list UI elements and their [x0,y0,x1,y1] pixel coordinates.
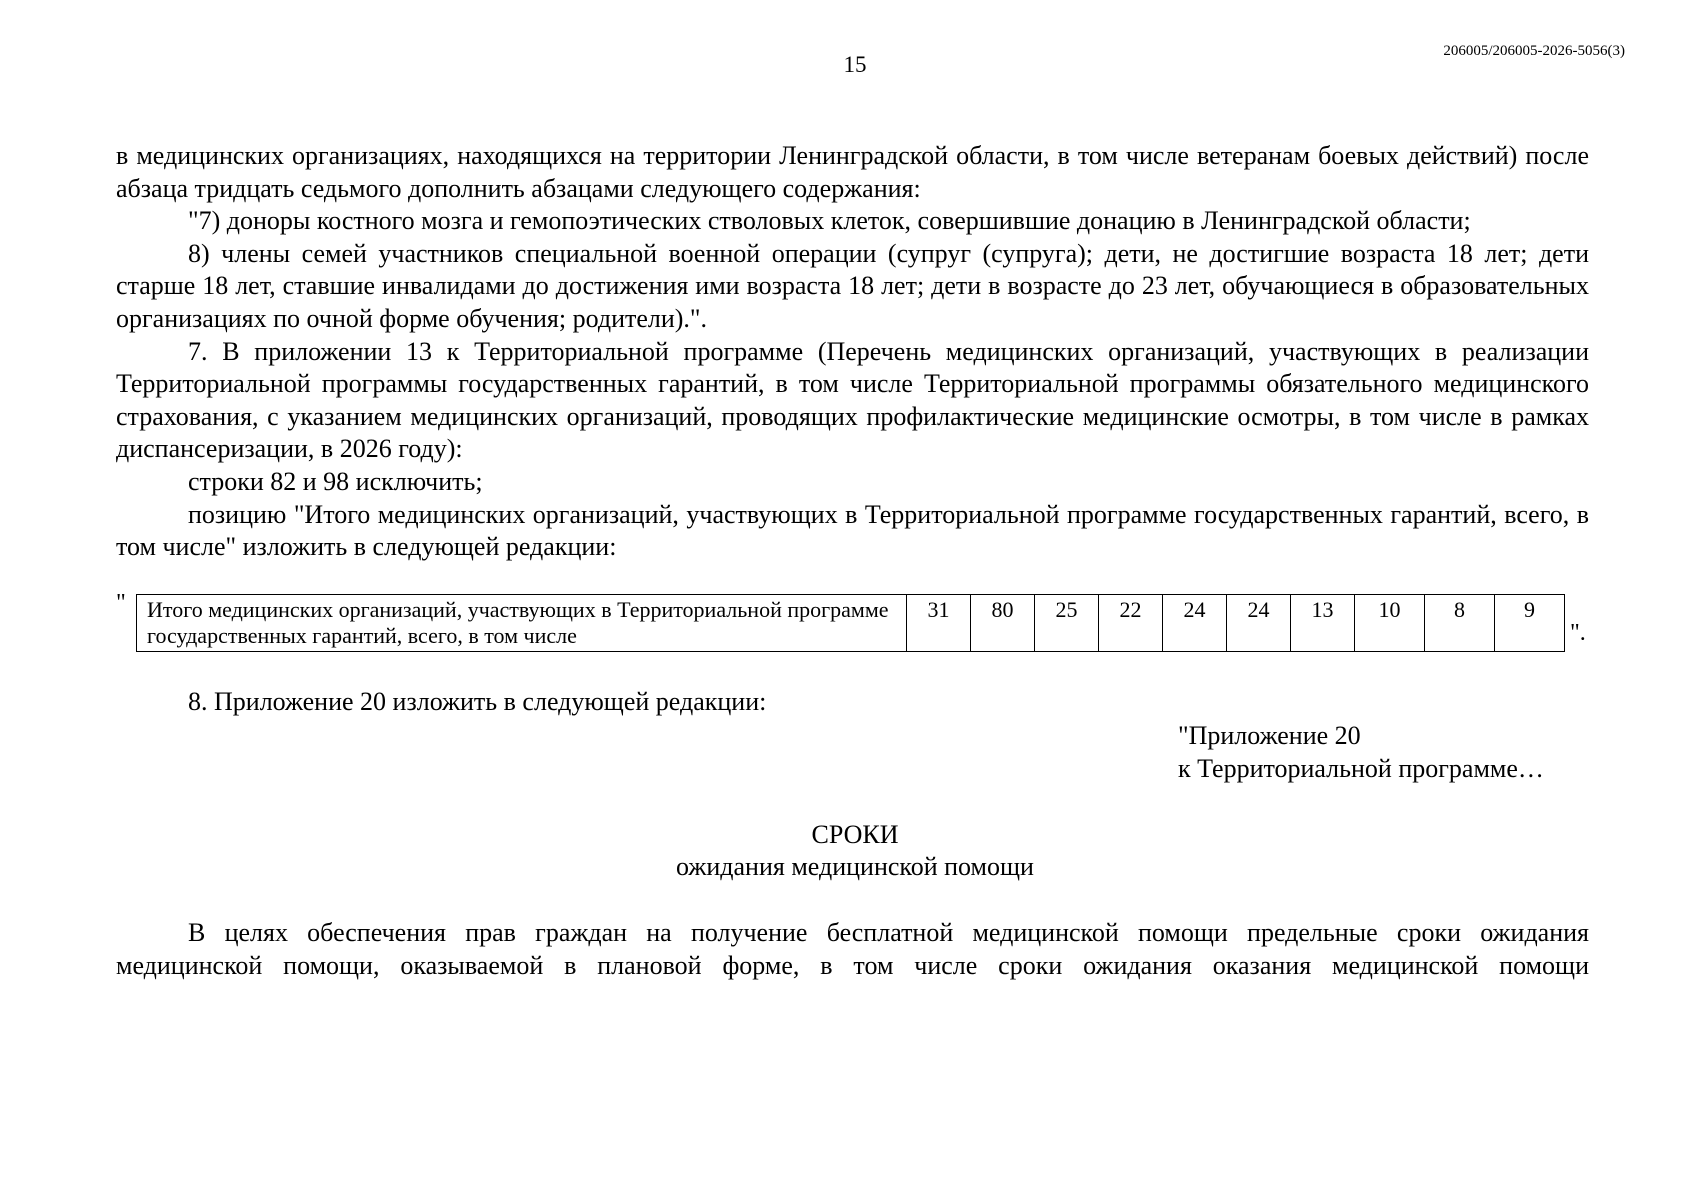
appendix-line-2: к Территориальной программе… [1178,753,1544,783]
table-value-cell: 25 [1035,595,1099,652]
text-block-top [116,140,1589,564]
paragraph-rows-exclude: строки 82 и 98 исключить; [188,466,483,496]
appendix-line-1: "Приложение 20 [1178,721,1361,750]
closing-quote: ". [1570,620,1586,646]
document-code: 206005/206005-2026-5056(3) [1443,43,1625,59]
table-value-cell: 24 [1227,595,1291,652]
table-value-cell: 13 [1291,595,1355,652]
text-block-bottom [116,917,1589,982]
opening-quote: " [116,590,126,616]
appendix-reference [1178,720,1544,785]
document-title: СРОКИ [811,820,899,849]
table-value-cell: 80 [971,595,1035,652]
section-8-heading: 8. Приложение 20 изложить в следующей редакции: [188,687,767,716]
paragraph-position-edit: позицию "Итого медицинских организаций, участвующих в Территориальной программе государственных гарантий, всего, в том числе" изложить в следующей редакции: [116,499,1589,562]
table-row [137,595,1565,652]
table-value-cell: 9 [1495,595,1565,652]
page-number: 15 [843,52,867,77]
table-value-cell: 24 [1163,595,1227,652]
table-value-cell: 10 [1355,595,1425,652]
paragraph-item-8: 8) члены семей участников специальной военной операции (супруг (супруга); дети, не достигшие возраста 18 лет; дети старше 18 лет, ставшие инвалидами до достижения ими возраста 18 лет; дети в возрасте до 23 лет, обучающиеся в образовательных организациях по очной форме обучения; родители).". [116,238,1589,333]
table-value-cell: 22 [1099,595,1163,652]
table-value-cell: 31 [907,595,971,652]
summary-table [136,594,1565,652]
document-subtitle: ожидания медицинской помощи [676,852,1034,881]
paragraph-continuation: в медицинских организациях, находящихся на территории Ленинградской области, в том числе ветеранам боевых действий) после абзаца тридцать седьмого дополнить абзацами следующего содержания: [116,141,1589,203]
summary-table-block [116,590,1589,656]
paragraph-item-7: "7) доноры костного мозга и гемопоэтических стволовых клеток, совершившие донацию в Ленинградской области; [188,206,1471,236]
paragraph-intro: В целях обеспечения прав граждан на получение бесплатной медицинской помощи предельные сроки ожидания медицинской помощи, оказываемой в плановой форме, в том числе сроки ожидания оказания медицинской помощи [116,918,1589,980]
table-value-cell: 8 [1425,595,1495,652]
table-label-cell: Итого медицинских организаций, участвующих в Территориальной программе государственных гарантий, всего, в том числе [137,595,907,652]
paragraph-section-7: 7. В приложении 13 к Территориальной программе (Перечень медицинских организаций, участвующих в реализации Территориальной программы государственных гарантий, в том числе Территориальной программы обязательного медицинского страхования, с указанием медицинских организаций, проводящих профилактические медицинские осмотры, в том числе в рамках диспансеризации, в 2026 году): [116,336,1589,464]
